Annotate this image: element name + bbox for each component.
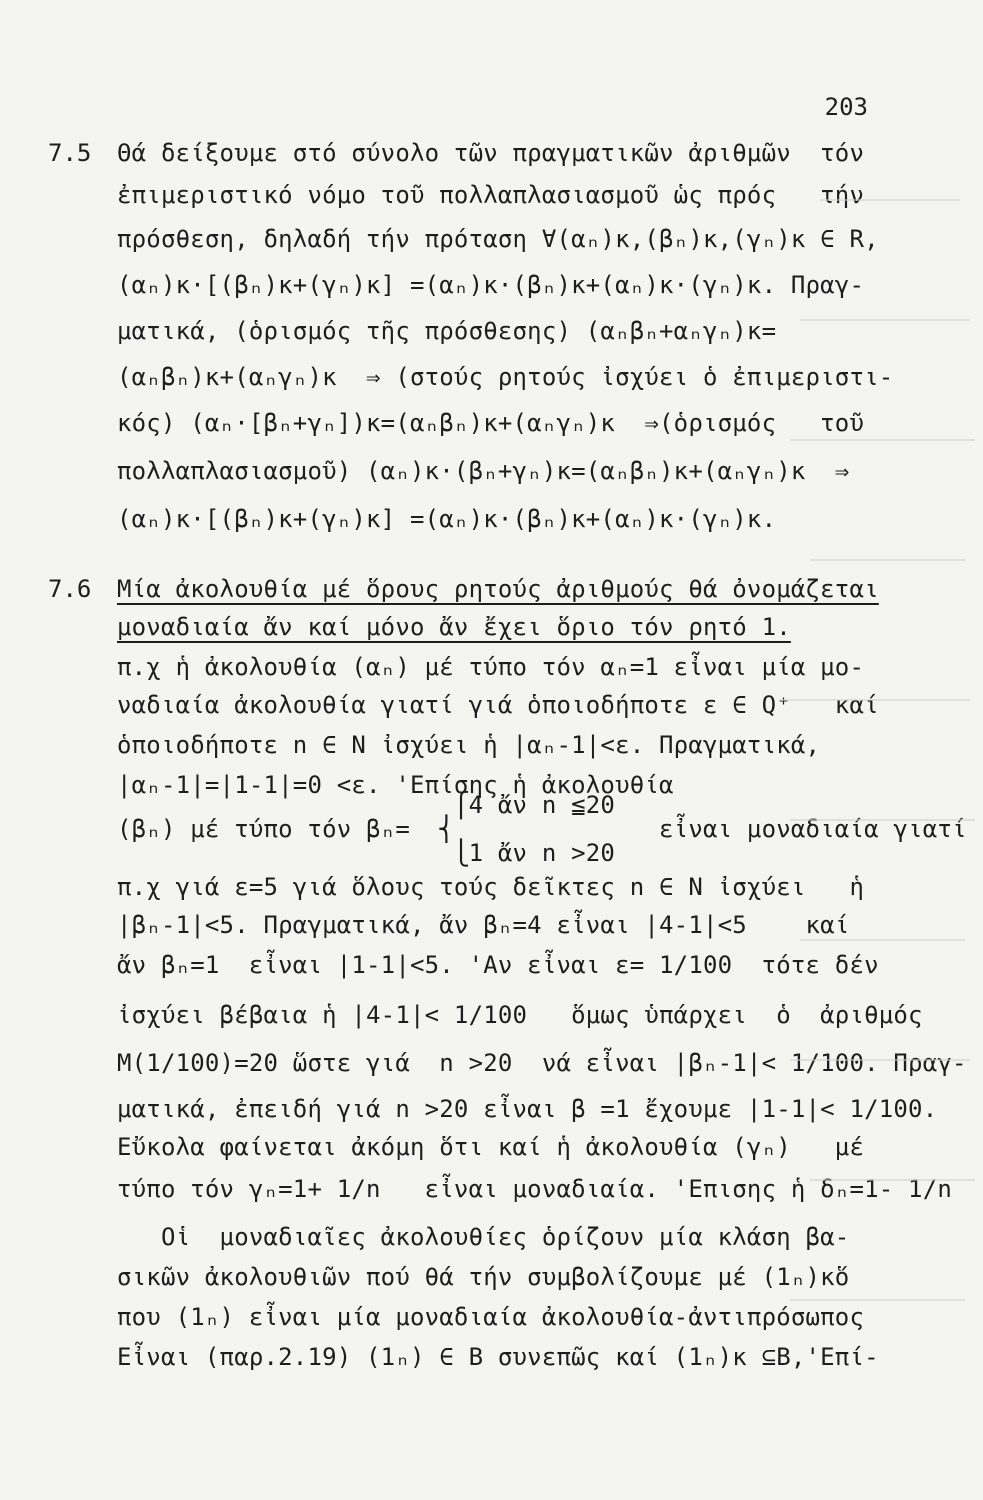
text-line: σικῶν ἀκολουθιῶν πού θά τήν συμβολίζουμε μέ (1ₙ)κὅ [117,1263,850,1291]
text-line: (αₙ)κ·[(βₙ)κ+(γₙ)κ] =(αₙ)κ·(βₙ)κ+(αₙ)κ·(γₙ)κ. Πραγ- [117,271,865,299]
section-number: 7.6 [48,575,92,603]
text-line: π.χ ἡ ἀκολουθία (αₙ) μέ τύπο τόν αₙ=1 εἶναι μία μο- [117,653,865,681]
text-line: ματικά, ἐπειδή γιά n >20 εἶναι β =1 ἔχουμε |1-1|< 1/100. [117,1095,938,1123]
text-line: π.χ γιά ε=5 γιά ὅλους τούς δεῖκτες n ∈ N ἰσχύει ἡ [117,873,865,901]
text-line: Θά δείξουμε στό σύνολο τῶν πραγματικῶν ἀριθμῶν τόν [117,139,865,167]
text-line: Εἶναι (παρ.2.19) (1ₙ) ∈ B συνεπῶς καί (1ₙ)κ ⊆B,'Επί- [117,1343,879,1371]
text-line: τύπο τόν γₙ=1+ 1/n εἶναι μοναδιαία. 'Επισης ἡ δₙ=1- 1/n [117,1175,953,1203]
text-line: που (1ₙ) εἶναι μία μοναδιαία ἀκολουθία-ἀντιπρόσωπος [117,1303,865,1331]
section-number: 7.5 [48,139,92,167]
text-line: |βₙ-1|<5. Πραγματικά, ἄν βₙ=4 εἶναι |4-1|<5 καί [117,911,850,939]
definition-line: Μία ἀκολουθία μέ ὅρους ρητούς ἀριθμούς θά ὀνομάζεται [117,575,879,603]
page-number: 203 [824,93,868,121]
text-line: ναδιαία ἀκολουθία γιατί γιά ὁποιοδήποτε ε ∈ Q⁺ καί [117,691,879,719]
text-line: (αₙβₙ)κ+(αₙγₙ)κ ⇒ (στούς ρητούς ἰσχύει ὁ ἐπιμεριστι- [117,363,894,391]
piecewise-line: (βₙ) μέ τύπο τόν βₙ= ⎨ εἶναι μοναδιαία γιατί [117,815,967,843]
text-line: (αₙ)κ·[(βₙ)κ+(γₙ)κ] =(αₙ)κ·(βₙ)κ+(αₙ)κ·(γₙ)κ. [117,505,777,533]
text-line: πολλαπλασιασμοῦ) (αₙ)κ·(βₙ+γₙ)κ=(αₙβₙ)κ+(αₙγₙ)κ ⇒ [117,457,850,485]
text-line: Οἱ μοναδιαῖες ἀκολουθίες ὁρίζουν μία κλάση βα- [117,1223,850,1251]
piecewise-line: ⎧4 ἄν n ≦20 [117,791,616,819]
piecewise-line: ⎩1 ἄν n >20 [117,839,616,867]
text-line: ἰσχύει βέβαια ἡ |4-1|< 1/100 ὅμως ὑπάρχει ὁ ἀριθμός [117,1001,923,1029]
text-line: κός) (αₙ·[βₙ+γₙ])κ=(αₙβₙ)κ+(αₙγₙ)κ ⇒(ὁρισμός τοῦ [117,409,865,437]
text-line: Εὔκολα φαίνεται ἀκόμη ὅτι καί ἡ ἀκολουθία (γₙ) μέ [117,1133,865,1161]
definition-line: μοναδιαία ἄν καί μόνο ἄν ἔχει ὅριο τόν ρητό 1. [117,613,791,641]
text-line: ὁποιοδήποτε n ∈ N ἰσχύει ἡ |αₙ-1|<ε. Πραγματικά, [117,731,821,759]
text-line: πρόσθεση, δηλαδή τήν πρόταση ∀(αₙ)κ,(βₙ)κ,(γₙ)κ ∈ R, [117,225,879,253]
text-line: |αₙ-1|=|1-1|=0 <ε. 'Επίσης ἡ ἀκολουθία [117,771,674,799]
text-line: ἐπιμεριστικό νόμο τοῦ πολλαπλασιασμοῦ ὡς πρός τήν [117,181,865,209]
text-line: M(1/100)=20 ὥστε γιά n >20 νά εἶναι |βₙ-1|< 1/100. Πραγ- [117,1049,967,1077]
text-line: ἄν βₙ=1 εἶναι |1-1|<5. 'Αν εἶναι ε= 1/100 τότε δέν [117,951,879,979]
text-line: ματικά, (ὁρισμός τῆς πρόσθεσης) (αₙβₙ+αₙγₙ)κ= [117,317,777,345]
